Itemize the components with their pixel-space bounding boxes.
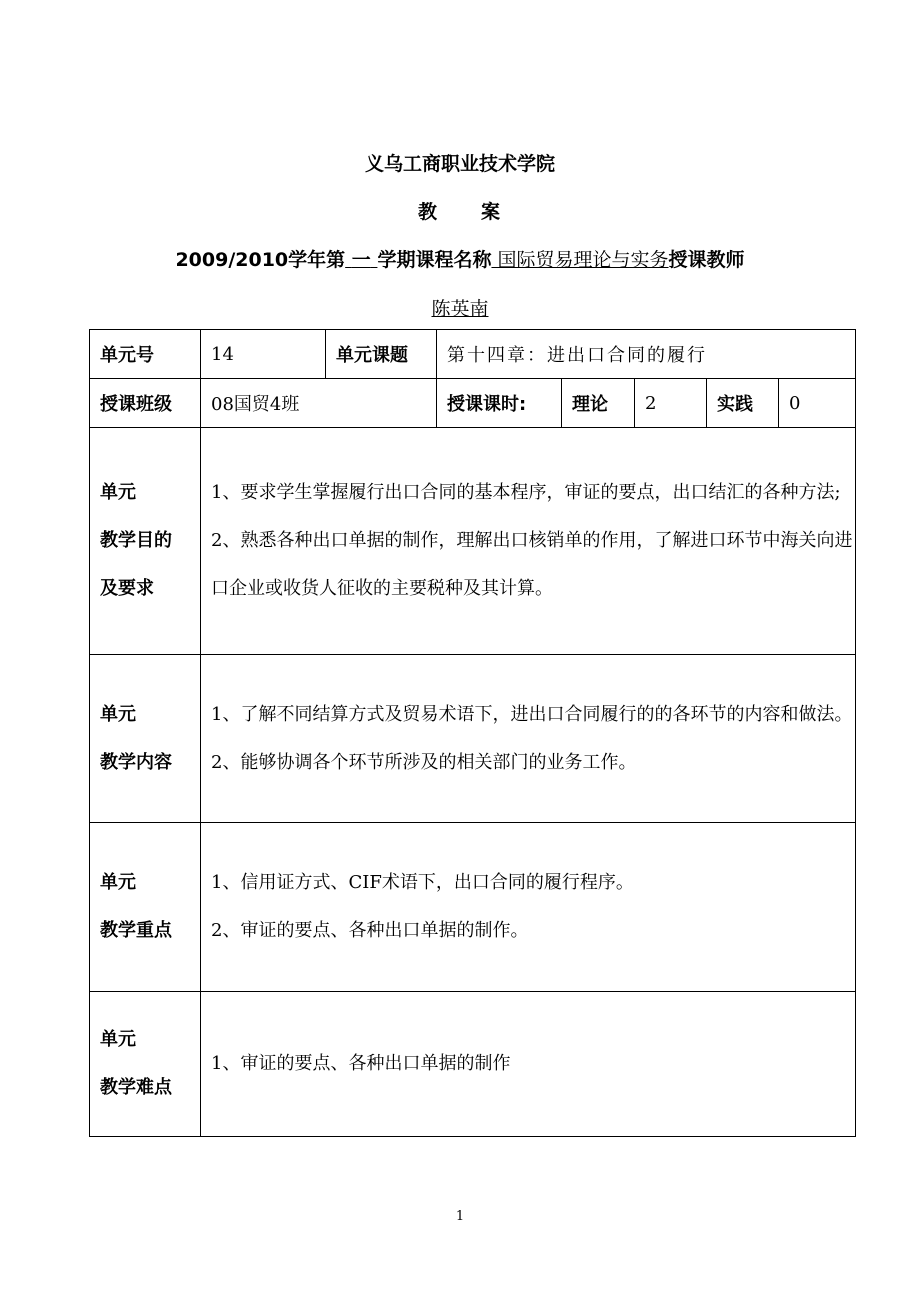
practice-hours: 0 bbox=[779, 379, 856, 428]
class-label: 授课班级 bbox=[90, 379, 201, 428]
course-name: 国际贸易理论与实务 bbox=[497, 249, 669, 271]
key-point-item: 1、信用证方式、CIF术语下，出口合同的履行程序。 bbox=[211, 872, 634, 893]
key-points-label: 单元 教学重点 bbox=[90, 823, 201, 992]
content-item: 1、了解不同结算方式及贸易术语下，进出口合同履行的的各环节的内容和做法。 bbox=[211, 703, 853, 725]
key-point-item: 2、审证的要点、各种出口单据的制作。 bbox=[211, 920, 529, 941]
content-row bbox=[90, 655, 856, 823]
key-points-text bbox=[201, 823, 856, 992]
lesson-plan-table bbox=[89, 329, 856, 1137]
difficulties-row bbox=[90, 992, 856, 1137]
unit-no-value: 14 bbox=[201, 330, 326, 379]
semester: 一 bbox=[351, 249, 371, 271]
theory-hours: 2 bbox=[635, 379, 707, 428]
class-value: 08国贸4班 bbox=[201, 379, 437, 428]
objectives-text: 1、要求学生掌握履行出口合同的基本程序，审证的要点，出口结汇的各种方法; 2、熟悉各种出口单据的制作，理解出口核销单的作用，了解进口环节中海关向进口企业或收货人征收的主要税种及其计算。 bbox=[201, 428, 856, 655]
objectives-label: 单元 教学目的 及要求 bbox=[90, 428, 201, 655]
page-number: 1 bbox=[455, 1209, 465, 1224]
year-suffix: 学年第 bbox=[288, 249, 346, 271]
unit-title-label: 单元课题 bbox=[326, 330, 437, 379]
objectives-row bbox=[90, 428, 856, 655]
hours-label: 授课课时: bbox=[437, 379, 562, 428]
class-row bbox=[90, 379, 856, 428]
course-label: 学期课程名称 bbox=[377, 249, 492, 271]
key-points-row bbox=[90, 823, 856, 992]
difficulties-text bbox=[201, 992, 856, 1137]
teacher-name: 陈英南 bbox=[431, 298, 489, 320]
content-item: 2、能够协调各个环节所涉及的相关部门的业务工作。 bbox=[211, 751, 637, 773]
unit-title-value: 第十四章：进出口合同的履行 bbox=[437, 330, 856, 379]
teacher-name-line bbox=[0, 297, 920, 321]
content-text bbox=[201, 655, 856, 823]
teacher-label: 授课教师 bbox=[668, 249, 745, 271]
school-name: 义乌工商职业技术学院 bbox=[364, 153, 555, 175]
difficulties-label: 单元 教学难点 bbox=[90, 992, 201, 1137]
theory-label: 理论 bbox=[562, 379, 635, 428]
content-label: 单元 教学内容 bbox=[90, 655, 201, 823]
unit-no-label: 单元号 bbox=[90, 330, 201, 379]
course-info-line bbox=[0, 248, 920, 272]
practice-label: 实践 bbox=[707, 379, 779, 428]
difficulty-item: 1、审证的要点、各种出口单据的制作 bbox=[211, 1053, 511, 1074]
unit-row bbox=[90, 330, 856, 379]
document-title: 教 案 bbox=[417, 201, 502, 223]
academic-year: 2009/2010 bbox=[175, 249, 289, 271]
